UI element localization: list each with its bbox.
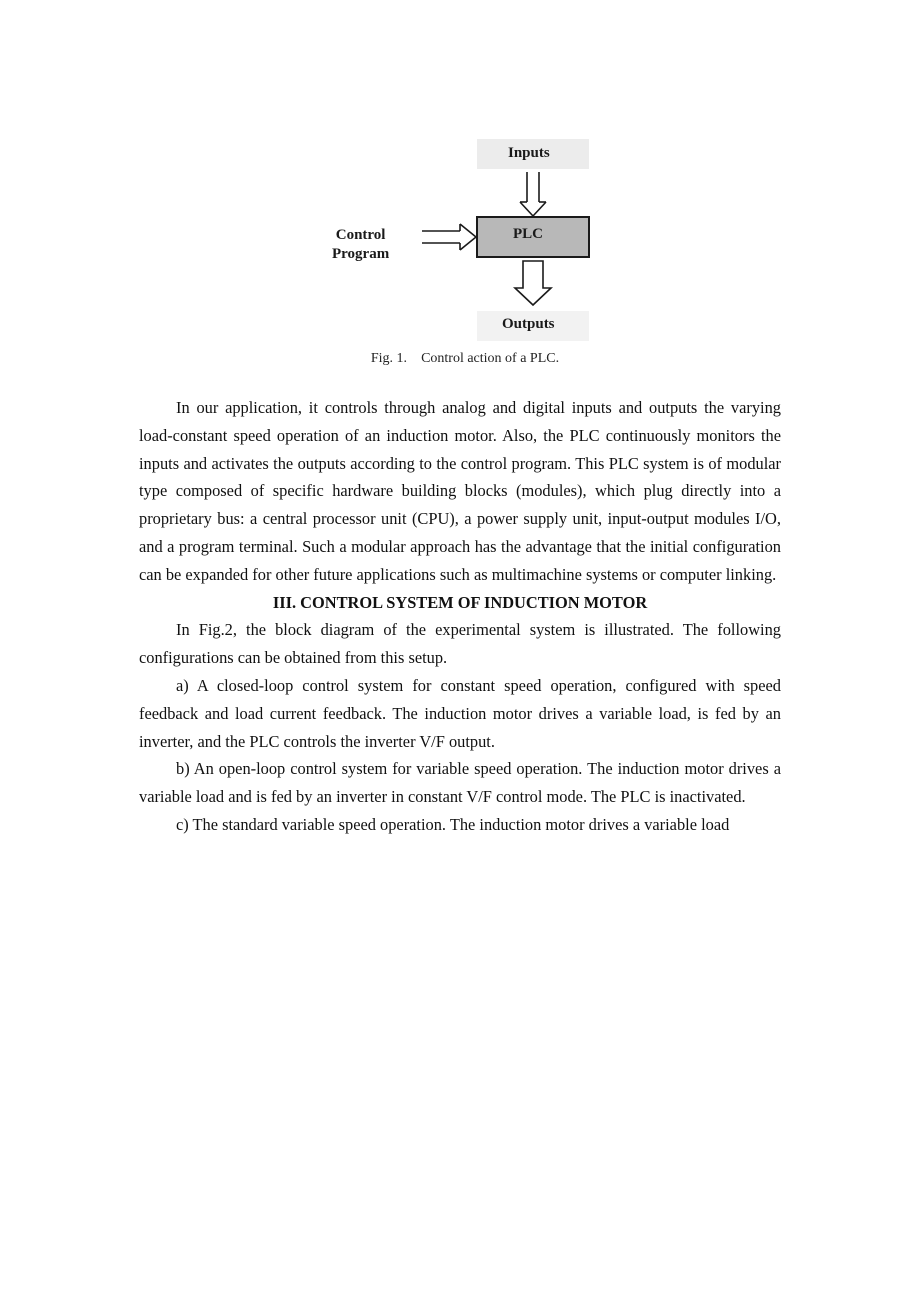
control-label-line1: Control (335, 227, 386, 243)
plc-label: PLC (513, 226, 543, 242)
inputs-arrow (520, 172, 546, 216)
paragraph-plc-application: In our application, it controls through analog and digital inputs and outputs the varying load-constant speed operation of an induction motor. Also, the PLC continuously monitors the inputs and activates the outputs according to the control program. This PLC system is of modular type composed of specific hardware building blocks (modules), which plug directly into a proprietary bus: a central processor unit (CPU), a power supply unit, input-output modules I/O, and a program terminal. Such a modular approach has the advantage that the initial configuration can be expanded for other future applications such as multimachine systems or computer linking. (139, 398, 781, 584)
control-program-label (332, 226, 389, 264)
inputs-label: Inputs (508, 145, 550, 161)
control-program-arrow (422, 224, 476, 250)
outputs-label: Outputs (502, 316, 555, 332)
caption-text: Control action of a PLC. (421, 351, 560, 366)
outputs-arrow (515, 261, 551, 305)
figure-caption (320, 351, 610, 367)
paragraph-config-a: a) A closed-loop control system for constant speed operation, configured with speed feedback and load current feedback. The induction motor drives a variable load, is fed by an inverter, and the PLC controls the inverter V/F output. (139, 675, 781, 751)
section-heading: III. CONTROL SYSTEM OF INDUCTION MOTOR (272, 592, 648, 612)
plc-control-figure (320, 130, 610, 380)
paragraph-block-diagram-intro: In Fig.2, the block diagram of the experimental system is illustrated. The following configurations can be obtained from this setup. (139, 620, 781, 668)
control-label-line2: Program (332, 246, 390, 262)
paragraph-config-c: c) The standard variable speed operation. The induction motor drives a variable load (176, 814, 730, 834)
body-text (139, 394, 781, 839)
paragraph-config-b: b) An open-loop control system for variable speed operation. The induction motor drives a variable load and is fed by an inverter in constant V/F control mode. The PLC is inactivated. (139, 759, 781, 807)
caption-number: Fig. 1. (370, 351, 408, 366)
